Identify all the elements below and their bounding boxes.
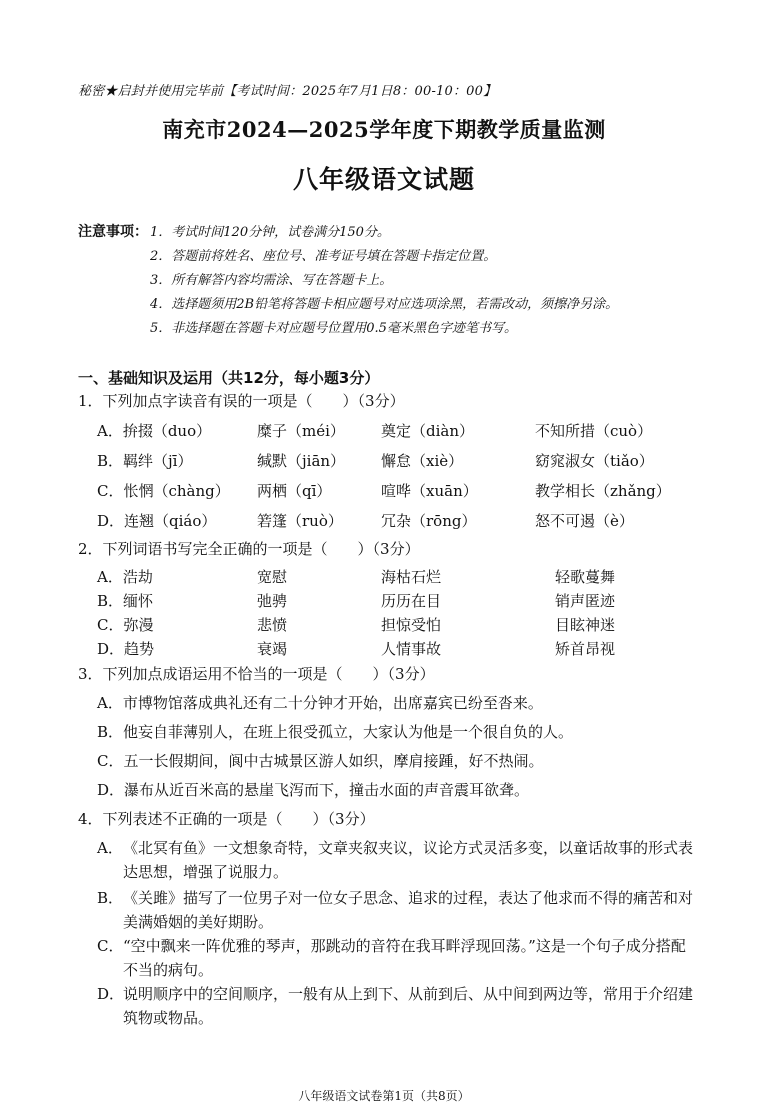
q2-cell: 衰竭 — [257, 640, 288, 658]
q2-cell: 目眩神迷 — [555, 616, 616, 634]
question-1-stem: 1．下列加点字读音有误的一项是（ ）（3分） — [78, 392, 405, 410]
q1-cell: C．怅惘（chàng） — [97, 482, 230, 500]
q4-option-d — [97, 982, 697, 1030]
q1-cell: 奠定（diàn） — [381, 422, 475, 440]
exam-title: 南充市2024—2025学年度下期教学质量监测 — [162, 117, 606, 142]
q2-cell: 人情事故 — [381, 640, 442, 658]
q3-option-c: C．五一长假期间，阆中古城景区游人如织，摩肩接踵，好不热闹。 — [97, 752, 544, 770]
q2-row-b — [97, 590, 737, 612]
option-text: 说明顺序中的空间顺序，一般有从上到下、从前到后、从中间到两边等，常用于介绍建筑物或物品。 — [123, 985, 694, 1027]
option-label: D． — [97, 985, 125, 1003]
q2-cell: A．浩劫 — [97, 568, 153, 586]
q1-cell: 箬篷（ruò） — [257, 512, 343, 530]
notice-item: 3．所有解答内容均需涂、写在答题卡上。 — [150, 273, 393, 288]
q1-cell: 怒不可遏（è） — [535, 512, 634, 530]
notice-item: 1．考试时间120分钟，试卷满分150分。 — [150, 225, 390, 240]
q3-option-d: D．瀑布从近百米高的悬崖飞泻而下，撞击水面的声音震耳欲聋。 — [97, 781, 530, 799]
q3-option-a: A．市博物馆落成典礼还有二十分钟才开始，出席嘉宾已纷至沓来。 — [97, 694, 543, 712]
q1-row-c — [97, 480, 737, 502]
q1-cell: 两栖（qī） — [257, 482, 332, 500]
q1-cell: 懈怠（xiè） — [381, 452, 464, 470]
q1-row-d — [97, 510, 737, 532]
notice-item: 4．选择题须用2B铅笔将答题卡相应题号对应选项涂黑，若需改动，须擦净另涂。 — [150, 297, 619, 312]
secret-notice: 秘密★启封并使用完毕前【考试时间：2025年7月1日8：00-10：00】 — [78, 84, 497, 99]
q1-row-b — [97, 450, 737, 472]
q2-cell: 历历在目 — [381, 592, 442, 610]
option-text: 《北冥有鱼》一文想象奇特，文章夹叙夹议，议论方式灵活多变，以童话故事的形式表达思想，增强了说服力。 — [123, 839, 694, 881]
q1-cell: 教学相长（zhǎng） — [535, 482, 671, 500]
q4-option-a — [97, 836, 697, 884]
q2-row-a — [97, 566, 737, 588]
q4-option-b — [97, 886, 697, 934]
option-text: “空中飘来一阵优雅的琴声，那跳动的音符在我耳畔浮现回荡。”这是一个句子成分搭配不当的病句。 — [123, 937, 686, 979]
q1-cell: 喧哗（xuān） — [381, 482, 478, 500]
notice-item: 5．非选择题在答题卡对应题号位置用0.5毫米黑色字迹笔书写。 — [150, 321, 517, 336]
q1-cell: A．拚掇（duo） — [97, 422, 212, 440]
notice-label: 注意事项： — [78, 224, 148, 240]
q1-cell: B．羁绊（jī） — [97, 452, 193, 470]
q2-cell: 海枯石烂 — [381, 568, 442, 586]
q3-option-b: B．他妄自菲薄别人，在班上很受孤立，大家认为他是一个很自负的人。 — [97, 723, 574, 741]
q2-cell: 宽慰 — [257, 568, 288, 586]
exam-subtitle: 八年级语文试题 — [292, 165, 475, 194]
q1-cell: 窈窕淑女（tiǎo） — [535, 452, 654, 470]
option-label: A． — [97, 839, 123, 857]
q2-cell: 轻歌蔓舞 — [555, 568, 616, 586]
option-label: B． — [97, 889, 124, 907]
q2-row-c — [97, 614, 737, 636]
q1-cell: 糜子（méi） — [257, 422, 345, 440]
q1-cell: 冗杂（rōng） — [381, 512, 477, 530]
q2-cell: 弛骋 — [257, 592, 288, 610]
q1-cell: 不知所措（cuò） — [535, 422, 653, 440]
q1-row-a — [97, 420, 737, 442]
question-3-stem: 3．下列加点成语运用不恰当的一项是（ ）（3分） — [78, 665, 435, 683]
q2-cell: B．缅怀 — [97, 592, 154, 610]
q2-cell: 销声匿迹 — [555, 592, 616, 610]
q1-cell: 缄默（jiān） — [257, 452, 346, 470]
option-text: 《关雎》描写了一位男子对一位女子思念、追求的过程，表达了他求而不得的痛苦和对美满婚姻的美好期盼。 — [123, 889, 694, 931]
q2-cell: C．弥漫 — [97, 616, 154, 634]
q2-cell: D．趋势 — [97, 640, 155, 658]
notice-item: 2．答题前将姓名、座位号、准考证号填在答题卡指定位置。 — [150, 249, 497, 264]
q2-cell: 矫首昂视 — [555, 640, 616, 658]
q2-cell: 悲愤 — [257, 616, 288, 634]
page-footer: 八年级语文试卷第1页（共8页） — [298, 1089, 470, 1103]
q4-option-c — [97, 934, 697, 982]
question-4-stem: 4．下列表述不正确的一项是（ ）（3分） — [78, 810, 375, 828]
option-label: C． — [97, 937, 124, 955]
q1-cell: D．连翘（qiáo） — [97, 512, 217, 530]
question-2-stem: 2．下列词语书写完全正确的一项是（ ）（3分） — [78, 540, 420, 558]
q2-row-d — [97, 638, 737, 660]
section-heading: 一、基础知识及运用（共12分，每小题3分） — [78, 369, 380, 387]
q2-cell: 担惊受怕 — [381, 616, 442, 634]
